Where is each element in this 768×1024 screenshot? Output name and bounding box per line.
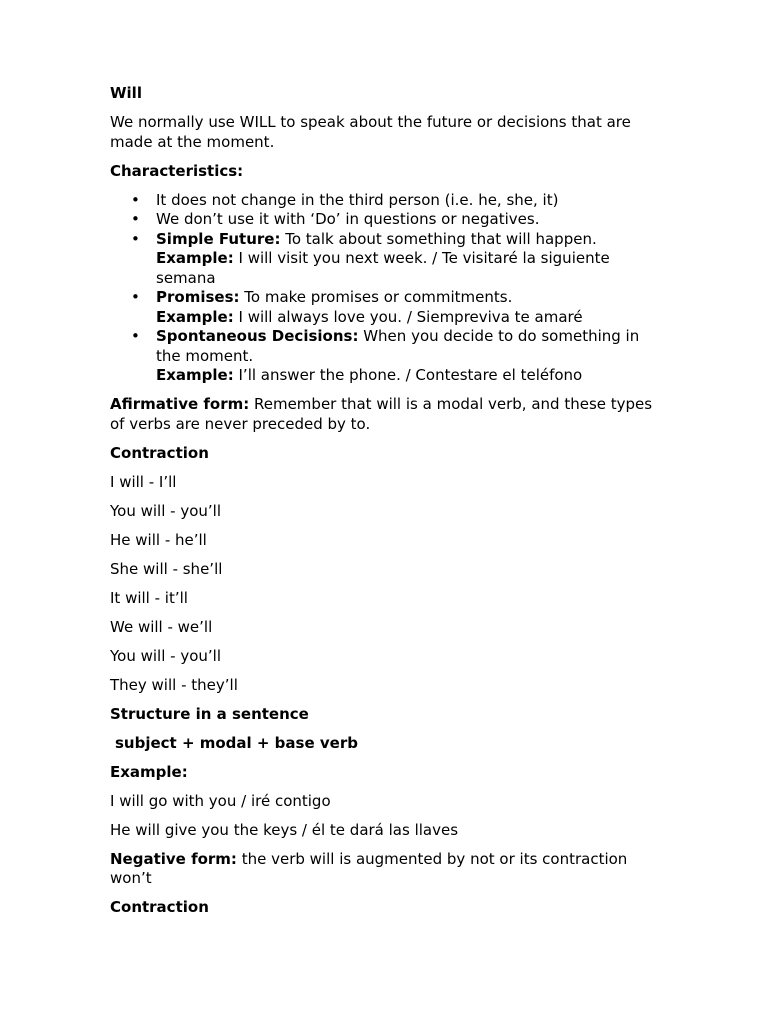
example-label: Example: — [156, 249, 234, 267]
example-text: I will always love you. / Siempreviva te amaré — [233, 307, 583, 326]
contraction-heading-2: Contraction — [110, 898, 209, 916]
example-text: I’ll answer the phone. / Contestare el teléfono — [233, 366, 583, 384]
bullet-icon: • — [131, 229, 140, 248]
intro-paragraph: We normally use WILL to speak about the future or decisions that are made at the moment. — [110, 113, 631, 151]
list-item-text: We don’t use it with ‘Do’ in questions or negatives. — [156, 210, 540, 228]
affirmative-paragraph — [110, 395, 660, 434]
structure-heading: Structure in a sentence — [110, 704, 309, 723]
promises-label: Promises: — [156, 288, 240, 306]
example-label: Example: — [156, 366, 234, 384]
example-text: I will visit you next week. / Te visitaré la siguiente semana — [156, 249, 610, 287]
spontaneous-text: When you decide to do something in the moment. — [156, 327, 640, 365]
contraction-line: We will - we’ll — [110, 617, 213, 636]
list-item-promises — [131, 288, 660, 327]
list-item — [131, 210, 660, 230]
affirmative-label: Afirmative form: — [110, 395, 250, 413]
bullet-icon: • — [131, 190, 140, 209]
list-item-text: It does not change in the third person (i.e. he, she, it) — [156, 190, 559, 209]
negative-paragraph — [110, 850, 660, 889]
characteristics-heading: Characteristics: — [110, 161, 244, 180]
negative-label: Negative form: — [110, 849, 237, 868]
bullet-icon: • — [131, 210, 140, 228]
spontaneous-label: Spontaneous Decisions: — [156, 327, 359, 345]
contraction-line: She will - she’ll — [110, 559, 223, 578]
example-line: He will give you the keys / él te dará las llaves — [110, 820, 459, 839]
contraction-line: I will - I’ll — [110, 472, 177, 491]
list-item — [131, 190, 660, 211]
example-line: I will go with you / iré contigo — [110, 791, 331, 810]
affirmative-text: Remember that will is a modal verb, and these types of verbs are never preceded by to. — [110, 395, 653, 433]
contraction-line: You will - you’ll — [110, 501, 222, 520]
contraction-line: You will - you’ll — [110, 646, 222, 665]
bullet-icon: • — [131, 288, 140, 306]
characteristics-list — [110, 191, 660, 386]
contraction-heading: Contraction — [110, 443, 209, 462]
example-heading: Example: — [110, 762, 188, 781]
structure-formula: subject + modal + base verb — [115, 733, 358, 752]
example-label: Example: — [156, 307, 234, 326]
bullet-icon: • — [131, 327, 140, 345]
document-page — [110, 84, 660, 927]
negative-text: the verb will is augmented by not or its contraction won’t — [110, 849, 628, 887]
contraction-line: They will - they’ll — [110, 675, 238, 694]
list-item-spontaneous-decisions — [131, 327, 660, 386]
contraction-line: He will - he’ll — [110, 530, 207, 549]
simple-future-label: Simple Future: — [156, 229, 281, 248]
simple-future-text: To talk about something that will happen. — [280, 229, 597, 248]
list-item-simple-future — [131, 229, 660, 289]
promises-text: To make promises or commitments. — [239, 288, 513, 306]
document-title: Will — [110, 84, 142, 102]
contraction-line: It will - it’ll — [110, 588, 188, 607]
